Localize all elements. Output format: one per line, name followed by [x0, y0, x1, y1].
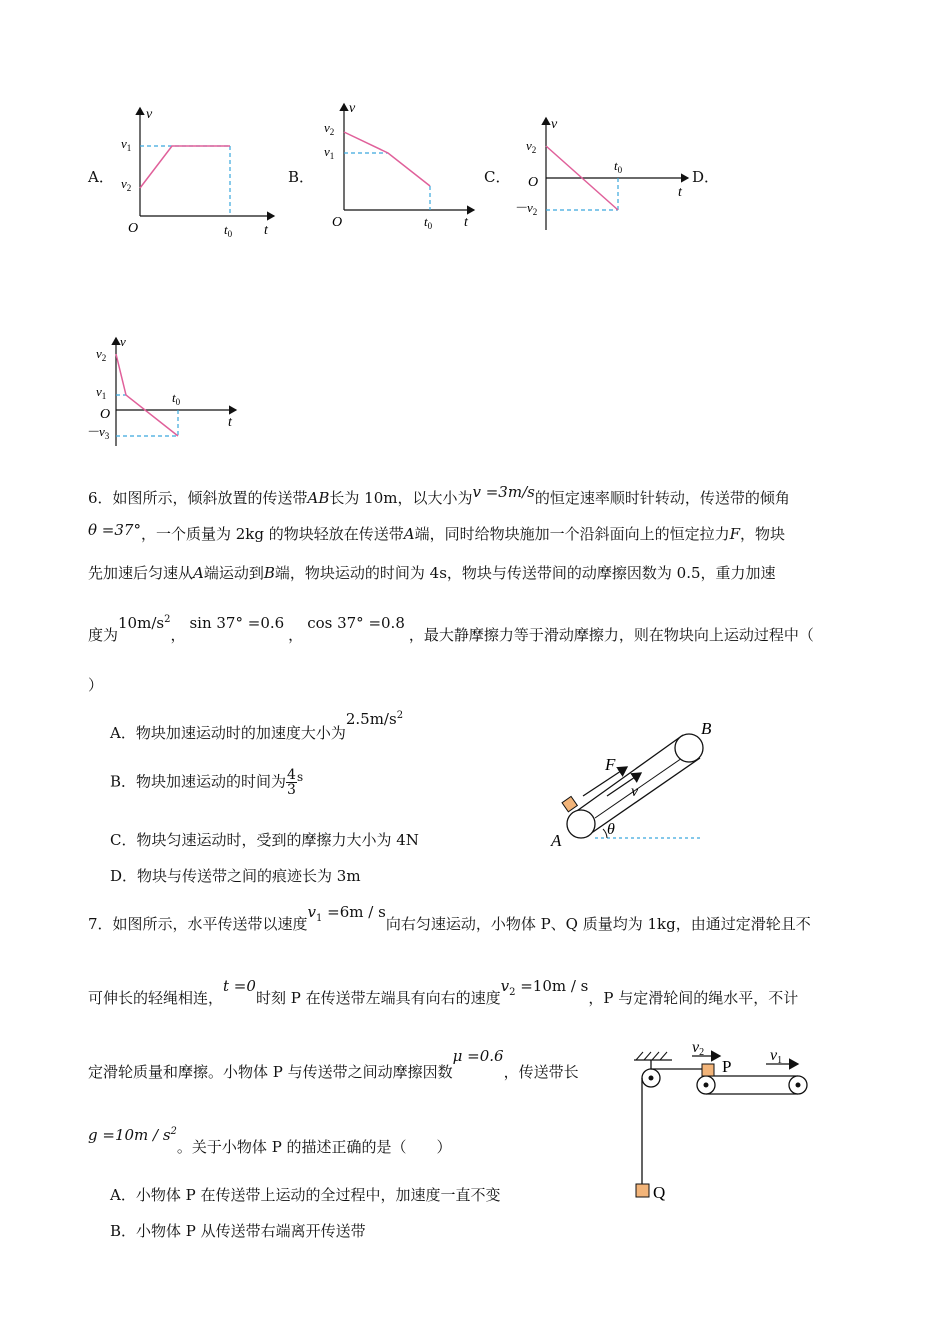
graph-d: [84, 334, 244, 452]
q7-line1: 7．如图所示，水平传送带以速度$v_1 =6m / s$向右匀速运动，小物体 P、Q 质量均为 1kg，由通过定滑轮且不: [88, 903, 811, 933]
q7-line2: 可伸长的轻绳相连，t =0时刻 P 在传送带左端具有向右的速度$v_2 =10m / s$，P 与定滑轮间的绳水平，不计: [88, 977, 799, 1007]
option-d-label: D．: [692, 168, 720, 186]
origin-label: O: [100, 407, 111, 422]
label-p: P: [722, 1057, 732, 1076]
v2-label: $v_2$: [526, 138, 537, 155]
origin-label: O: [128, 221, 139, 236]
label-q: Q: [653, 1183, 666, 1202]
label-b: B: [701, 719, 712, 738]
t0-label: $t_0$: [224, 222, 233, 239]
q6-option-a: A．物块加速运动时的加速度大小为$2.5m/s^2$: [110, 710, 404, 742]
option-a-label: A．: [88, 168, 114, 186]
axis-v-label: v: [551, 117, 558, 132]
label-theta: θ: [607, 821, 615, 838]
q7-line4: $g =10m / s^2$。关于小物体 P 的描述正确的是（ ）: [88, 1126, 452, 1156]
option-b-label: B．: [288, 168, 315, 186]
neg-v3-label: $-v_3$: [86, 424, 110, 441]
q6-line3: 先加速后匀速从A端运动到B端，物块运动的时间为 4s，物块与传送带间的动摩擦因数为 0.5，重力加速: [88, 564, 776, 582]
axis-v-label: v: [349, 101, 356, 116]
option-c-label: C．: [484, 168, 511, 186]
q6-option-b: B．物块加速运动的时间为 $\frac{4}{3}$ $^s$: [110, 767, 304, 798]
q7-option-a: A．小物体 P 在传送带上运动的全过程中，加速度一直不变: [110, 1186, 501, 1204]
label-f: F: [605, 755, 616, 774]
label-v1: v1: [770, 1047, 783, 1066]
label-v2: v2: [692, 1039, 705, 1058]
q6-line1: 6．如图所示，倾斜放置的传送带AB长为 10m，以大小为v =3m/s的恒定速率顺时针转动，传送带的倾角: [88, 483, 790, 507]
q6-line2: θ =37°，一个质量为 2kg 的物块轻放在传送带A端，同时给物块施加一个沿斜面向上的恒定拉力F，物块: [88, 521, 786, 543]
axis-t-label: t: [464, 215, 468, 230]
incline-belt-figure: [545, 712, 725, 852]
label-v: v: [631, 783, 639, 800]
v2-label: $v_2$: [121, 176, 132, 193]
axis-t-label: t: [264, 223, 268, 238]
q7-line3: 定滑轮质量和摩擦。小物体 P 与传送带之间动摩擦因数μ =0.6，传送带长: [88, 1047, 579, 1081]
v1-label: $v_1$: [96, 384, 107, 401]
v1-label: $v_1$: [324, 144, 335, 161]
v1-label: $v_1$: [121, 136, 132, 153]
t0-label: $t_0$: [172, 390, 181, 407]
q7-option-b: B．小物体 P 从传送带右端离开传送带: [110, 1222, 366, 1240]
axis-v-label: v: [146, 107, 153, 122]
q6-line4: 度为$10m/s^2$，sin 37° =0.6，cos 37° =0.8，最大静摩擦力等于滑动摩擦力，则在物块向上运动过程中（: [88, 614, 814, 644]
axis-v-label: v: [120, 334, 126, 349]
v2-label: $v_2$: [324, 120, 335, 137]
fraction: $\frac{4}{3}$: [287, 767, 296, 798]
graph-c: [510, 112, 695, 237]
label-a: A: [551, 831, 562, 850]
origin-label: O: [332, 215, 343, 230]
v2-label: $v_2$: [96, 346, 107, 363]
t0-label: $t_0$: [424, 214, 433, 231]
t0-label: $t_0$: [614, 158, 623, 175]
graph-a: [112, 100, 287, 240]
q6-option-d: D．物块与传送带之间的痕迹长为 3m: [110, 867, 361, 885]
origin-label: O: [528, 175, 539, 190]
axis-t-label: t: [228, 415, 232, 430]
q6-line5: ）: [88, 676, 104, 694]
neg-v2-label: $-v_2$: [514, 200, 538, 217]
pulley-belt-figure: [622, 1038, 822, 1208]
axis-t-label: t: [678, 185, 682, 200]
graph-b: [318, 96, 488, 236]
q6-option-c: C．物块匀速运动时，受到的摩擦力大小为 4N: [110, 831, 419, 849]
